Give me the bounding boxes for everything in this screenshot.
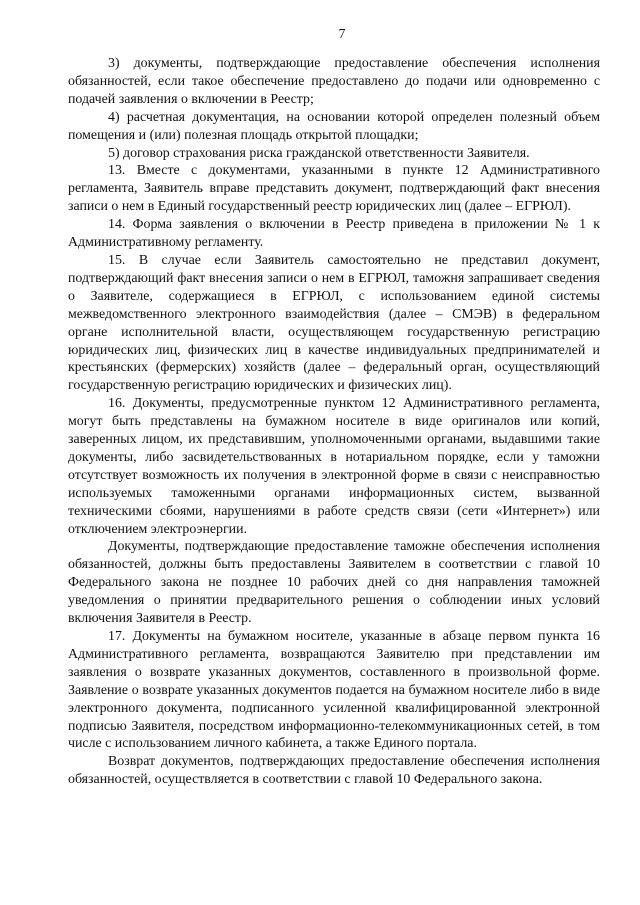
paragraph-item-5-insurance-contract: 5) договор страхования риска гражданской ответственности Заявителя. bbox=[108, 145, 530, 161]
paragraph-section-14: 14. Форма заявления о включении в Реестр приведена в приложении № 1 к Административному регламенту. bbox=[68, 217, 600, 251]
paragraph-section-16-guarantee: Документы, подтверждающие предоставление таможне обеспечения исполнения обязанностей, должны быть предоставлены Заявителем в соответствии с главой 10 Федерального закона не позднее 10 рабочих дней со дня направления таможней уведомления о принятии предварительного решения о соблюдении иных условий включения Заявителя в Реестр. bbox=[68, 539, 600, 627]
page-number: 7 bbox=[338, 26, 346, 41]
paragraph-item-3-guarantee-docs: 3) документы, подтверждающие предоставление обеспечения исполнения обязанностей, если такое обеспечение предоставлено до подачи или одновременно с подачей заявления о включении в Реестр; bbox=[68, 56, 600, 107]
paragraph-item-4-calculation-docs: 4) расчетная документация, на основании которой определен полезный объем помещения и (или) полезная площадь открытой площадки; bbox=[68, 109, 600, 143]
paragraph-section-13: 13. Вместе с документами, указанными в пункте 12 Административного регламента, Заявитель вправе представить документ, подтверждающий факт внесения записи о нем в Единый государственный реестр юридических лиц (далее – ЕГРЮЛ). bbox=[68, 163, 600, 215]
paragraph-section-17: 17. Документы на бумажном носителе, указанные в абзаце первом пункта 16 Административного регламента, возвращаются Заявителю при представлении им заявления о возврате указанных документов, составленного в произвольной форме. Заявление о возврате указанных документов подается на бумажном носителе либо в виде электронного документа, подписанного усиленной квалифицированной электронной подписью Заявителя, посредством информационно-телекоммуникационных сетей, в том числе с использованием личного кабинета, а также Единого портала. bbox=[68, 629, 600, 752]
paragraph-section-15: 15. В случае если Заявитель самостоятельно не представил документ, подтверждающий факт внесения записи о нем в ЕГРЮЛ, таможня запрашивает сведения о Заявителе, содержащиеся в ЕГРЮЛ, с использованием единой системы межведомственного электронного взаимодействия (далее – СМЭВ) в федеральном органе исполнительной власти, осуществляющем государственную регистрацию юридических лиц, физических лиц в качестве индивидуальных предпринимателей и крестьянских (фермерских) хозяйств (далее – федеральный орган, осуществляющий государственную регистрацию юридических и физических лиц). bbox=[68, 252, 600, 394]
paragraph-section-17-return: Возврат документов, подтверждающих предоставление обеспечения исполнения обязанностей, осуществляется в соответствии с главой 10 Федерального закона. bbox=[68, 754, 600, 788]
paragraph-section-16: 16. Документы, предусмотренные пунктом 12 Административного регламента, могут быть представлены на бумажном носителе в виде оригиналов или копий, заверенных лицом, их представившим, уполномоченными органами, выдавшими такие документы, либо засвидетельствованных в нотариальном порядке, если у таможни отсутствует возможность их получения в электронной форме в связи с неисправностью используемых таможенными органами информационных систем, вызванной техническими сбоями, нарушениями в работе средств связи (сети «Интернет») или отключением электроэнергии. bbox=[68, 396, 600, 537]
